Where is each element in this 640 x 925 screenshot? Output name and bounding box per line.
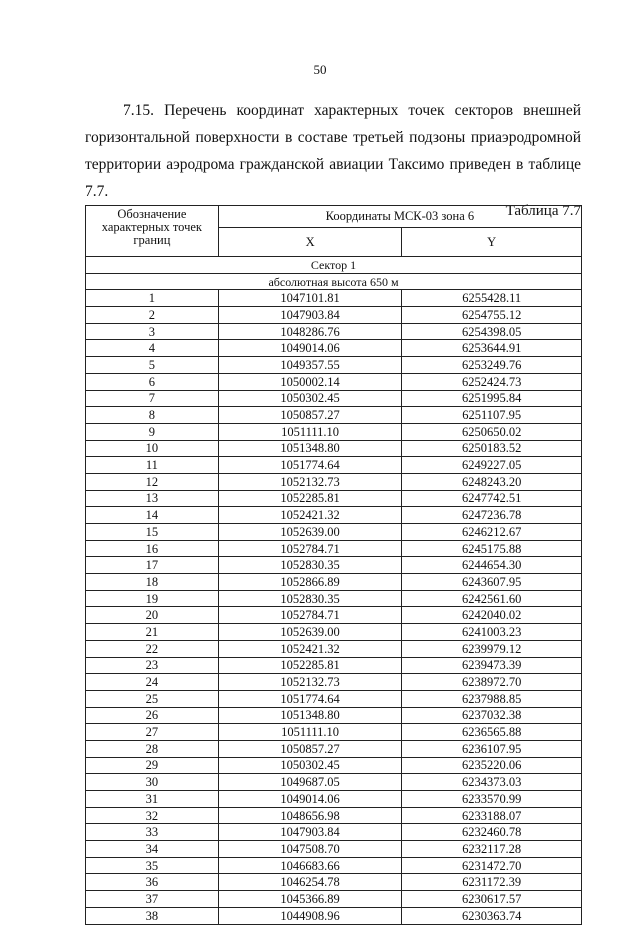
y-coordinate-cell: 6244654.30 — [402, 557, 582, 574]
y-coordinate-cell: 6235220.06 — [402, 757, 582, 774]
y-coordinate-cell: 6252424.73 — [402, 373, 582, 390]
point-number-cell: 34 — [86, 841, 219, 858]
point-number-cell: 6 — [86, 373, 219, 390]
table-row — [86, 724, 582, 741]
point-number-cell: 37 — [86, 891, 219, 908]
x-coordinate-cell: 1050002.14 — [218, 373, 402, 390]
x-coordinate-cell: 1052639.00 — [218, 524, 402, 541]
table-row — [86, 757, 582, 774]
x-coordinate-cell: 1051111.10 — [218, 724, 402, 741]
table-row — [86, 307, 582, 324]
y-coordinate-cell: 6249227.05 — [402, 457, 582, 474]
table-row — [86, 407, 582, 424]
sector-label: Сектор 1 — [86, 257, 582, 274]
point-number-cell: 35 — [86, 857, 219, 874]
x-coordinate-cell: 1050857.27 — [218, 740, 402, 757]
x-coordinate-cell: 1052784.71 — [218, 607, 402, 624]
table-row — [86, 590, 582, 607]
point-number-cell: 1 — [86, 290, 219, 307]
point-number-cell: 28 — [86, 740, 219, 757]
header-y: Y — [402, 227, 582, 256]
point-number-cell: 33 — [86, 824, 219, 841]
table-row — [86, 874, 582, 891]
y-coordinate-cell: 6234373.03 — [402, 774, 582, 791]
x-coordinate-cell: 1051774.64 — [218, 457, 402, 474]
y-coordinate-cell: 6231472.70 — [402, 857, 582, 874]
point-number-cell: 9 — [86, 423, 219, 440]
table-row — [86, 540, 582, 557]
table-row — [86, 774, 582, 791]
table-row — [86, 440, 582, 457]
point-number-cell: 22 — [86, 640, 219, 657]
point-number-cell: 16 — [86, 540, 219, 557]
x-coordinate-cell: 1047903.84 — [218, 824, 402, 841]
table-row — [86, 557, 582, 574]
point-number-cell: 14 — [86, 507, 219, 524]
table-row — [86, 473, 582, 490]
x-coordinate-cell: 1050302.45 — [218, 390, 402, 407]
table-row — [86, 891, 582, 908]
x-coordinate-cell: 1051348.80 — [218, 440, 402, 457]
point-number-cell: 38 — [86, 907, 219, 924]
y-coordinate-cell: 6236107.95 — [402, 740, 582, 757]
point-number-cell: 7 — [86, 390, 219, 407]
y-coordinate-cell: 6250183.52 — [402, 440, 582, 457]
y-coordinate-cell: 6241003.23 — [402, 624, 582, 641]
x-coordinate-cell: 1047903.84 — [218, 307, 402, 324]
y-coordinate-cell: 6236565.88 — [402, 724, 582, 741]
x-coordinate-cell: 1048656.98 — [218, 807, 402, 824]
x-coordinate-cell: 1049014.06 — [218, 340, 402, 357]
x-coordinate-cell: 1051111.10 — [218, 423, 402, 440]
point-number-cell: 27 — [86, 724, 219, 741]
y-coordinate-cell: 6238972.70 — [402, 674, 582, 691]
y-coordinate-cell: 6247236.78 — [402, 507, 582, 524]
y-coordinate-cell: 6239473.39 — [402, 657, 582, 674]
point-number-cell: 21 — [86, 624, 219, 641]
y-coordinate-cell: 6237032.38 — [402, 707, 582, 724]
table-row — [86, 574, 582, 591]
y-coordinate-cell: 6255428.11 — [402, 290, 582, 307]
table-row — [86, 423, 582, 440]
y-coordinate-cell: 6251107.95 — [402, 407, 582, 424]
x-coordinate-cell: 1047101.81 — [218, 290, 402, 307]
point-number-cell: 12 — [86, 473, 219, 490]
table-row — [86, 357, 582, 374]
y-coordinate-cell: 6253249.76 — [402, 357, 582, 374]
point-number-cell: 20 — [86, 607, 219, 624]
x-coordinate-cell: 1049357.55 — [218, 357, 402, 374]
point-number-cell: 11 — [86, 457, 219, 474]
y-coordinate-cell: 6230363.74 — [402, 907, 582, 924]
table-row — [86, 707, 582, 724]
point-number-cell: 2 — [86, 307, 219, 324]
x-coordinate-cell: 1052132.73 — [218, 473, 402, 490]
x-coordinate-cell: 1052285.81 — [218, 490, 402, 507]
table-row — [86, 907, 582, 924]
y-coordinate-cell: 6251995.84 — [402, 390, 582, 407]
table-row — [86, 457, 582, 474]
point-number-cell: 32 — [86, 807, 219, 824]
point-number-cell: 29 — [86, 757, 219, 774]
x-coordinate-cell: 1052639.00 — [218, 624, 402, 641]
table-row — [86, 674, 582, 691]
table-row — [86, 524, 582, 541]
header-x: X — [218, 227, 402, 256]
x-coordinate-cell: 1050857.27 — [218, 407, 402, 424]
x-coordinate-cell: 1052866.89 — [218, 574, 402, 591]
table-row — [86, 390, 582, 407]
page-number: 50 — [313, 62, 327, 77]
point-number-cell: 13 — [86, 490, 219, 507]
x-coordinate-cell: 1052830.35 — [218, 557, 402, 574]
y-coordinate-cell: 6245175.88 — [402, 540, 582, 557]
point-number-cell: 24 — [86, 674, 219, 691]
x-coordinate-cell: 1044908.96 — [218, 907, 402, 924]
table-row — [86, 740, 582, 757]
y-coordinate-cell: 6233188.07 — [402, 807, 582, 824]
header-designation: Обозначение характерных точек границ — [86, 206, 219, 257]
y-coordinate-cell: 6233570.99 — [402, 791, 582, 808]
altitude-label: абсолютная высота 650 м — [86, 273, 582, 290]
y-coordinate-cell: 6250650.02 — [402, 423, 582, 440]
y-coordinate-cell: 6242561.60 — [402, 590, 582, 607]
table-row — [86, 507, 582, 524]
y-coordinate-cell: 6239979.12 — [402, 640, 582, 657]
y-coordinate-cell: 6232117.28 — [402, 841, 582, 858]
x-coordinate-cell: 1049687.05 — [218, 774, 402, 791]
y-coordinate-cell: 6242040.02 — [402, 607, 582, 624]
point-number-cell: 23 — [86, 657, 219, 674]
y-coordinate-cell: 6243607.95 — [402, 574, 582, 591]
table-row — [86, 857, 582, 874]
table-row — [86, 624, 582, 641]
table-row — [86, 607, 582, 624]
x-coordinate-cell: 1052132.73 — [218, 674, 402, 691]
y-coordinate-cell: 6231172.39 — [402, 874, 582, 891]
x-coordinate-cell: 1051774.64 — [218, 690, 402, 707]
x-coordinate-cell: 1047508.70 — [218, 841, 402, 858]
x-coordinate-cell: 1046683.66 — [218, 857, 402, 874]
coordinates-table — [85, 205, 582, 925]
point-number-cell: 30 — [86, 774, 219, 791]
y-coordinate-cell: 6232460.78 — [402, 824, 582, 841]
point-number-cell: 19 — [86, 590, 219, 607]
point-number-cell: 17 — [86, 557, 219, 574]
table-row — [86, 323, 582, 340]
y-coordinate-cell: 6230617.57 — [402, 891, 582, 908]
table-row — [86, 490, 582, 507]
point-number-cell: 3 — [86, 323, 219, 340]
y-coordinate-cell: 6254755.12 — [402, 307, 582, 324]
table-row — [86, 290, 582, 307]
y-coordinate-cell: 6253644.91 — [402, 340, 582, 357]
intro-paragraph — [85, 97, 581, 205]
x-coordinate-cell: 1052830.35 — [218, 590, 402, 607]
point-number-cell: 5 — [86, 357, 219, 374]
table-row — [86, 791, 582, 808]
y-coordinate-cell: 6246212.67 — [402, 524, 582, 541]
table-row — [86, 657, 582, 674]
point-number-cell: 8 — [86, 407, 219, 424]
x-coordinate-cell: 1052784.71 — [218, 540, 402, 557]
point-number-cell: 18 — [86, 574, 219, 591]
point-number-cell: 26 — [86, 707, 219, 724]
x-coordinate-cell: 1051348.80 — [218, 707, 402, 724]
x-coordinate-cell: 1052421.32 — [218, 507, 402, 524]
point-number-cell: 15 — [86, 524, 219, 541]
intro-text: 7.15. Перечень координат характерных точек секторов внешней горизонтальной поверхности в составе третьей подзоны приаэродромной территории аэродрома гражданской авиации Таксимо приведен в таблице 7.7. — [85, 102, 581, 200]
point-number-cell: 36 — [86, 874, 219, 891]
table-row — [86, 824, 582, 841]
x-coordinate-cell: 1052285.81 — [218, 657, 402, 674]
x-coordinate-cell: 1050302.45 — [218, 757, 402, 774]
table-row — [86, 841, 582, 858]
point-number-cell: 25 — [86, 690, 219, 707]
table-caption: Таблица 7.7 — [505, 203, 581, 219]
x-coordinate-cell: 1048286.76 — [218, 323, 402, 340]
table-row — [86, 640, 582, 657]
x-coordinate-cell: 1049014.06 — [218, 791, 402, 808]
table-row — [86, 807, 582, 824]
y-coordinate-cell: 6237988.85 — [402, 690, 582, 707]
x-coordinate-cell: 1046254.78 — [218, 874, 402, 891]
point-number-cell: 10 — [86, 440, 219, 457]
table-row — [86, 690, 582, 707]
point-number-cell: 31 — [86, 791, 219, 808]
y-coordinate-cell: 6254398.05 — [402, 323, 582, 340]
y-coordinate-cell: 6248243.20 — [402, 473, 582, 490]
table-row — [86, 340, 582, 357]
x-coordinate-cell: 1045366.89 — [218, 891, 402, 908]
y-coordinate-cell: 6247742.51 — [402, 490, 582, 507]
x-coordinate-cell: 1052421.32 — [218, 640, 402, 657]
table-row — [86, 373, 582, 390]
header-coordinates-group: Координаты МСК-03 зона 6 — [218, 206, 581, 228]
point-number-cell: 4 — [86, 340, 219, 357]
